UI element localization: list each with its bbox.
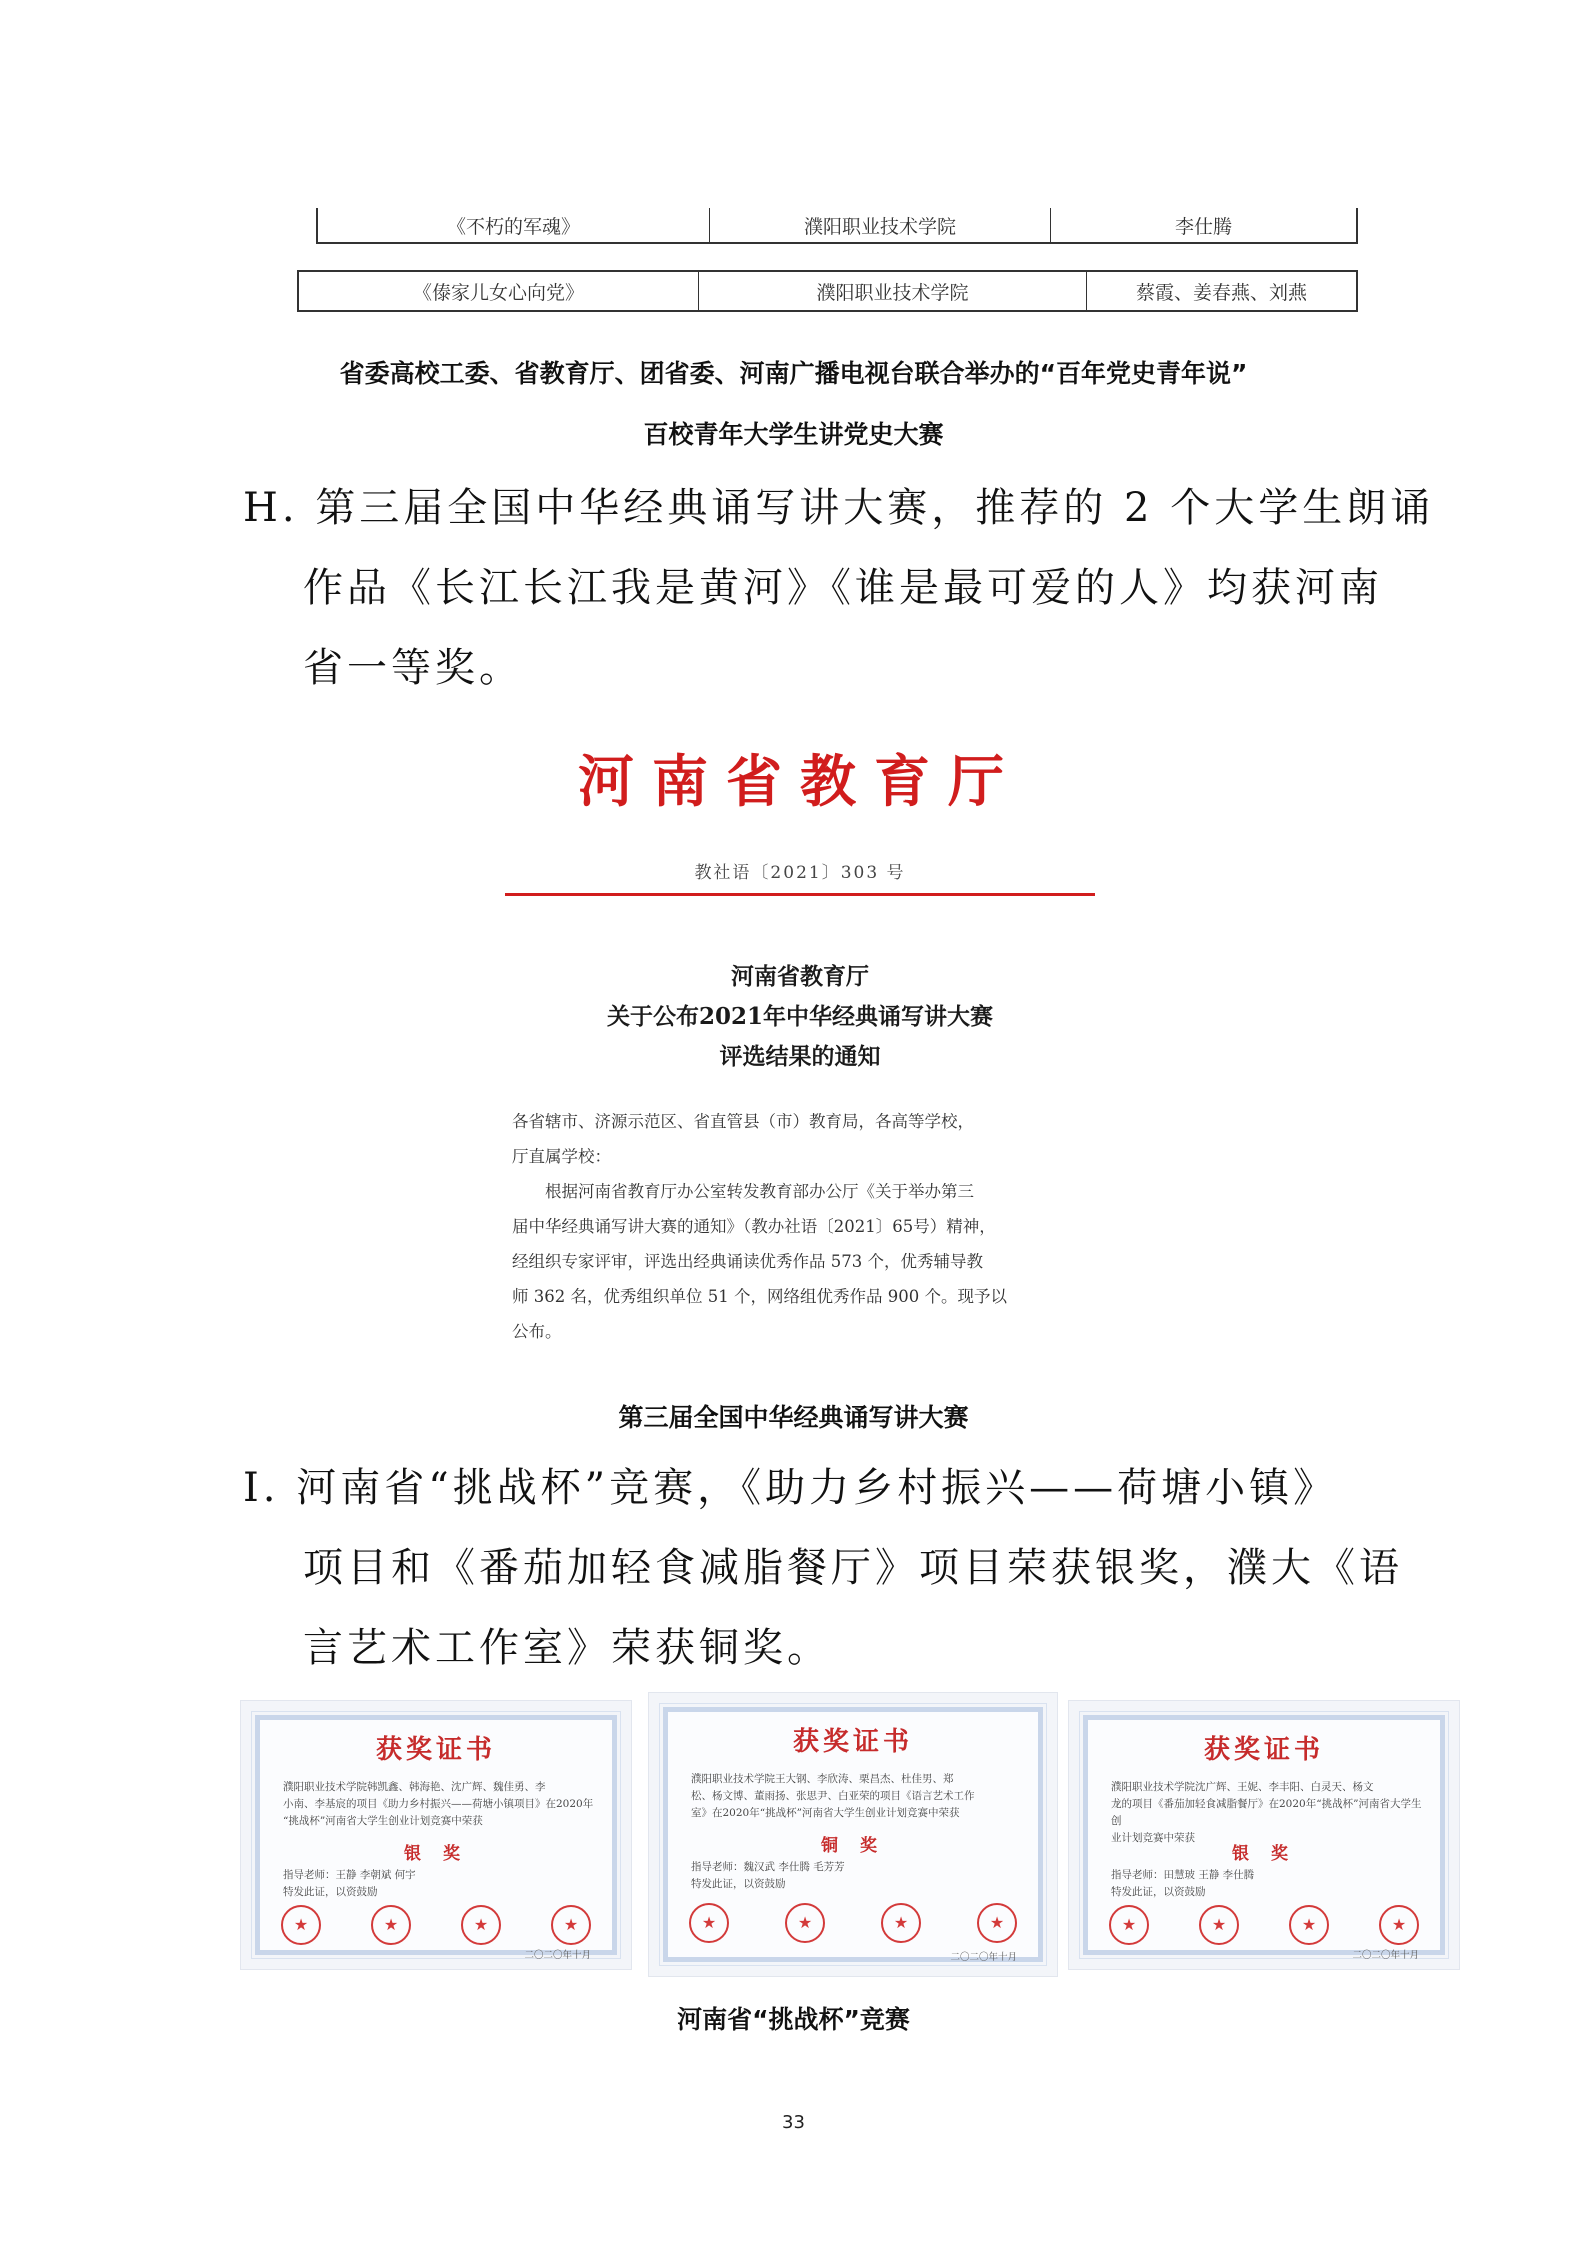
certificate-body-line: 松、杨文博、董雨扬、张思尹、白亚荣的项目《语言艺术工作 <box>691 1790 975 1802</box>
notice-body-line: 厅直属学校： <box>512 1147 611 1166</box>
certificate-award: 铜 奖 <box>821 1836 885 1856</box>
certificate-title: 获奖证书 <box>792 1727 913 1757</box>
red-seal-icon <box>1289 1905 1329 1945</box>
red-seal-icon <box>461 1905 501 1945</box>
certificate-guide-line: 指导老师：王静 李朝斌 何宇 <box>283 1869 416 1881</box>
section-h-paragraph <box>243 468 1434 708</box>
red-seal-icon <box>689 1903 729 1943</box>
certificate-date: 二〇二〇年十月 <box>524 1950 591 1961</box>
figure-caption: 第三届全国中华经典诵写讲大赛 <box>618 1403 969 1432</box>
certificate-image <box>1068 1700 1460 1970</box>
certificate-guide <box>283 1867 416 1901</box>
certificate-award: 银 奖 <box>1232 1844 1296 1864</box>
red-seal-icon <box>1109 1905 1149 1945</box>
red-seal-icon <box>551 1905 591 1945</box>
certificate-body-line: 小南、李基宸的项目《助力乡村振兴——荷塘小镇项目》在2020年 <box>283 1798 594 1810</box>
certificate-body-line: 龙的项目《番茄加轻食减脂餐厅》在2020年“挑战杯”河南省大学生创 <box>1111 1798 1422 1827</box>
certificate-body <box>1111 1779 1423 1847</box>
certificate-body <box>283 1779 595 1830</box>
notice-title: 河南省教育厅 <box>731 963 869 990</box>
red-seal-icon <box>977 1903 1017 1943</box>
certificate-image <box>648 1692 1058 1977</box>
certificate-guide-line: 特发此证，以资鼓励 <box>283 1886 378 1898</box>
figure-caption: 百校青年大学生讲党史大赛 <box>643 420 944 449</box>
red-seal-icon <box>371 1905 411 1945</box>
certificate-body-line: 濮阳职业技术学院沈广辉、王妮、李丰阳、白灵天、杨文 <box>1111 1781 1374 1793</box>
table-cell-author: 蔡霞、姜春燕、刘燕 <box>1135 281 1307 304</box>
paragraph-line: 项目和《番茄加轻食减脂餐厅》项目荣获银奖，濮大《语 <box>303 1545 1403 1591</box>
notice-title: 评选结果的通知 <box>719 1043 881 1070</box>
certificate-date: 二〇二〇年十月 <box>950 1952 1017 1963</box>
table-row <box>297 270 1358 312</box>
certificate-image <box>240 1700 632 1970</box>
certificate-guide-line: 指导老师：田慧玻 王静 李仕腾 <box>1111 1869 1255 1881</box>
notice-body-line: 公布。 <box>512 1322 562 1341</box>
notice-body-line: 师 362 名，优秀组织单位 51 个，网络组优秀作品 900 个。现予以 <box>512 1287 1007 1306</box>
certificate-body-line: 业计划竞赛中荣获 <box>1111 1832 1195 1844</box>
paragraph-line: 省一等奖。 <box>303 645 523 691</box>
section-i-paragraph <box>243 1448 1403 1688</box>
certificate-body-line: 濮阳职业技术学院韩凯鑫、韩海艳、沈广辉、魏佳勇、李 <box>283 1781 546 1793</box>
notice-letterhead: 河南省教育厅 <box>578 749 1022 815</box>
certificate-award: 银 奖 <box>404 1844 468 1864</box>
paragraph-line: 言艺术工作室》荣获铜奖。 <box>303 1625 831 1671</box>
table-cell-school: 濮阳职业技术学院 <box>710 208 1051 242</box>
page-number: 33 <box>782 2112 805 2133</box>
paragraph-line: H. 第三届全国中华经典诵写讲大赛，推荐的 2 个大学生朗诵 <box>243 485 1435 531</box>
certificate-seals <box>1109 1905 1419 1945</box>
red-seal-icon <box>1379 1905 1419 1945</box>
certificate-guide-line: 特发此证，以资鼓励 <box>691 1878 786 1890</box>
paragraph-line: I. 河南省“挑战杯”竞赛，《助力乡村振兴——荷塘小镇》 <box>243 1465 1338 1511</box>
certificate-title: 获奖证书 <box>1203 1735 1324 1765</box>
paragraph-line: 作品《长江长江我是黄河》《谁是最可爱的人》均获河南 <box>303 565 1383 611</box>
table-cell-school: 濮阳职业技术学院 <box>699 272 1087 310</box>
notice-title: 关于公布2021年中华经典诵写讲大赛 <box>606 1003 993 1030</box>
certificate-body-line: “挑战杯”河南省大学生创业计划竞赛中荣获 <box>283 1815 483 1827</box>
table-cell-author: 李仕腾 <box>1174 215 1232 238</box>
certificate-body <box>691 1771 1021 1822</box>
certificate-guide <box>691 1859 845 1893</box>
notice-body-line: 经组织专家评审，评选出经典诵读优秀作品 573 个，优秀辅导教 <box>512 1252 983 1271</box>
certificate-seals <box>689 1903 1017 1943</box>
figure-caption: 省委高校工委、省教育厅、团省委、河南广播电视台联合举办的“百年党史青年说” <box>339 359 1248 388</box>
notice-doc-number: 教社语〔2021〕303 号 <box>694 863 906 883</box>
certificate-guide-line: 指导老师：魏汉武 李仕腾 毛芳芳 <box>691 1861 845 1873</box>
certificate-guide <box>1111 1867 1254 1901</box>
certificate-date: 二〇二〇年十月 <box>1352 1950 1419 1961</box>
red-seal-icon <box>785 1903 825 1943</box>
certificate-body-line: 室》在2020年“挑战杯”河南省大学生创业计划竞赛中荣获 <box>691 1807 960 1819</box>
certificate-title: 获奖证书 <box>375 1735 496 1765</box>
notice-body-line: 届中华经典诵写讲大赛的通知》（教办社语〔2021〕65号）精神， <box>512 1217 996 1236</box>
table-row <box>316 208 1358 244</box>
certificate-guide-line: 特发此证，以资鼓励 <box>1111 1886 1206 1898</box>
notice-red-rule <box>505 893 1095 896</box>
red-seal-icon <box>281 1905 321 1945</box>
table-cell-title: 《傣家儿女心向党》 <box>299 272 699 310</box>
figure-caption: 河南省“挑战杯”竞赛 <box>677 2005 910 2034</box>
red-seal-icon <box>1199 1905 1239 1945</box>
certificate-body-line: 濮阳职业技术学院王大钢、李欣涛、栗昌杰、杜佳男、郑 <box>691 1773 954 1785</box>
table-cell-title: 《不朽的军魂》 <box>318 208 710 242</box>
notice-body-line: 根据河南省教育厅办公室转发教育部办公厅《关于举办第三 <box>545 1182 974 1201</box>
certificate-seals <box>281 1905 591 1945</box>
red-seal-icon <box>881 1903 921 1943</box>
notice-body-line: 各省辖市、济源示范区、省直管县（市）教育局，各高等学校， <box>512 1112 974 1131</box>
